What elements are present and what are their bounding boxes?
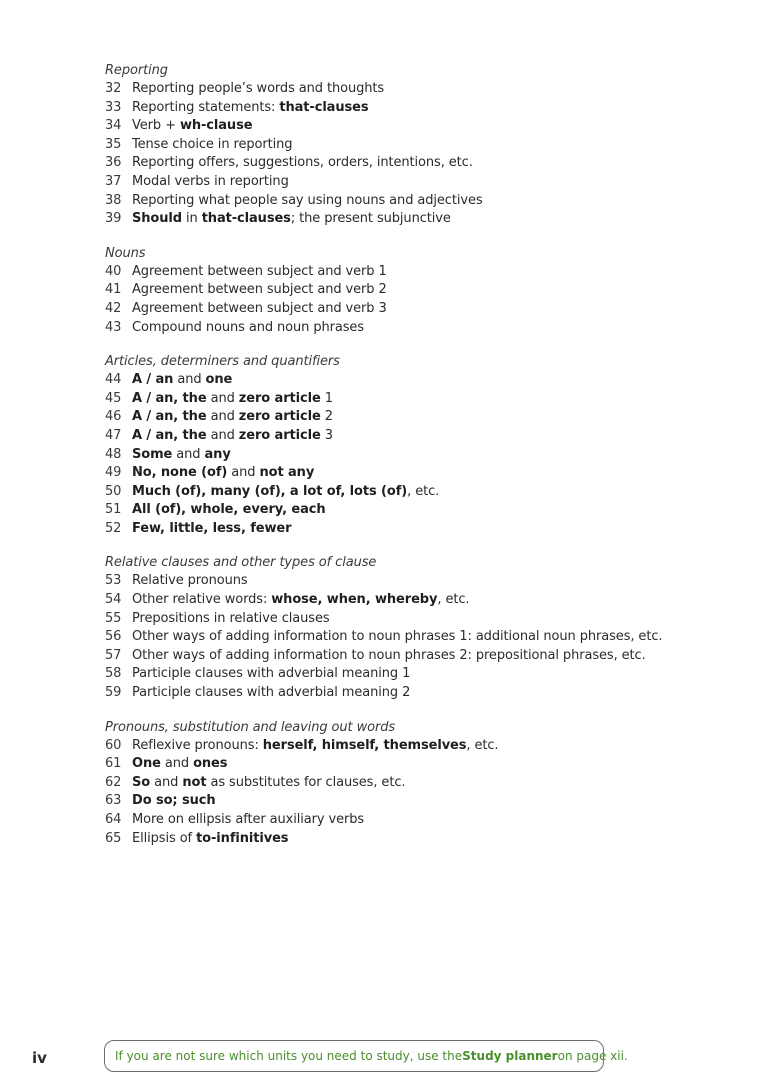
unit-number: 38 [105, 192, 122, 208]
unit-entry [105, 80, 725, 99]
unit-title-bold: A / an, the [132, 427, 207, 443]
unit-number: 48 [105, 446, 122, 462]
unit-title-bold: Some [132, 446, 173, 462]
unit-title-bold: Do so; such [132, 793, 216, 809]
unit-number: 41 [105, 282, 122, 298]
unit-title-text: Other ways of adding information to noun phrases 1: additional noun phrases, etc. [132, 629, 663, 645]
unit-title-text: and [160, 756, 194, 772]
unit-number: 58 [105, 666, 122, 682]
unit-entry [105, 263, 725, 282]
unit-entry [105, 154, 725, 173]
unit-number: 40 [105, 263, 122, 279]
unit-title-bold: that-clauses [279, 99, 369, 115]
contents-section [105, 719, 725, 849]
unit-title-bold: not any [259, 465, 315, 481]
unit-entry [105, 811, 725, 830]
unit-entry [105, 520, 725, 539]
unit-title-text: , etc. [437, 592, 470, 608]
unit-entry [105, 610, 725, 629]
contents-section [105, 62, 725, 229]
unit-title-bold: any [204, 446, 231, 462]
unit-number: 50 [105, 483, 122, 499]
unit-title-bold: not [182, 774, 207, 790]
contents-section [105, 245, 725, 337]
unit-title-text: and [150, 774, 183, 790]
unit-title-text: Relative pronouns [132, 573, 248, 589]
unit-number: 60 [105, 737, 122, 753]
unit-title-text: in [181, 211, 202, 227]
unit-entry [105, 647, 725, 666]
unit-title-bold: Few, little, less, fewer [132, 520, 292, 536]
unit-entry [105, 464, 725, 483]
unit-title-text: , etc. [407, 483, 440, 499]
unit-title-text: Other relative words: [132, 592, 272, 608]
unit-entry [105, 117, 725, 136]
unit-entry [105, 628, 725, 647]
unit-title-bold: ones [193, 756, 228, 772]
unit-entry [105, 99, 725, 118]
unit-title-bold: So [132, 774, 151, 790]
contents-section [105, 554, 725, 702]
unit-number: 32 [105, 81, 122, 96]
unit-title-bold: A / an [132, 372, 174, 388]
unit-number: 42 [105, 300, 122, 316]
unit-title-text: Reporting offers, suggestions, orders, intentions, etc. [132, 155, 473, 171]
unit-number: 51 [105, 502, 122, 518]
unit-title-bold: A / an, the [132, 409, 207, 425]
unit-title-bold: zero article [238, 409, 321, 425]
unit-title-text: and [227, 465, 260, 481]
unit-title-text: Other ways of adding information to noun phrases 2: prepositional phrases, etc. [132, 647, 646, 663]
unit-number: 33 [105, 99, 122, 115]
unit-title-bold: that-clauses [201, 211, 291, 227]
unit-entry [105, 830, 725, 849]
unit-title-text: Ellipsis of [132, 830, 197, 846]
contents-list [105, 62, 725, 864]
unit-entry [105, 390, 725, 409]
unit-number: 35 [105, 136, 122, 152]
unit-title-text: Agreement between subject and verb 2 [132, 282, 387, 298]
unit-title-bold: No, none (of) [132, 465, 228, 481]
unit-title-text: Reporting statements: [132, 99, 280, 115]
unit-title-text: Agreement between subject and verb 3 [132, 300, 387, 316]
unit-title-text: Participle clauses with adverbial meaning 2 [132, 685, 411, 701]
section-title: Pronouns, substitution and leaving out words [105, 719, 396, 735]
unit-title-text: Verb + [132, 118, 180, 134]
unit-title-bold: whose, when, whereby [271, 592, 438, 608]
unit-title-text: 3 [320, 427, 333, 443]
unit-title-bold: Much (of), many (of), a lot of, lots (of) [132, 483, 408, 499]
unit-number: 45 [105, 390, 122, 406]
unit-title-text: Reporting what people say using nouns and adjectives [132, 192, 483, 208]
unit-number: 55 [105, 610, 122, 626]
unit-title-bold: wh-clause [179, 118, 253, 134]
unit-title-text: Tense choice in reporting [132, 136, 293, 152]
unit-entry [105, 684, 725, 703]
unit-number: 52 [105, 520, 122, 536]
unit-title-bold: zero article [238, 427, 321, 443]
unit-number: 44 [105, 372, 122, 388]
unit-entry [105, 319, 725, 338]
unit-entry [105, 483, 725, 502]
unit-title-text: Modal verbs in reporting [132, 173, 289, 189]
unit-title-bold: to-infinitives [196, 830, 289, 846]
unit-title-text: , etc. [466, 737, 499, 753]
unit-entry [105, 792, 725, 811]
unit-title-text: and [206, 409, 239, 425]
unit-entry [105, 136, 725, 155]
unit-title-bold: one [205, 372, 233, 388]
unit-title-text: 2 [320, 409, 333, 425]
unit-title-text: Compound nouns and noun phrases [132, 319, 364, 335]
unit-number: 43 [105, 319, 122, 335]
unit-title-text: ; the present subjunctive [290, 211, 451, 227]
unit-entry [105, 300, 725, 319]
unit-title-text: as substitutes for clauses, etc. [206, 774, 406, 790]
unit-entry [105, 591, 725, 610]
unit-title-bold: zero article [238, 390, 321, 406]
unit-title-text: Participle clauses with adverbial meaning 1 [132, 666, 411, 682]
unit-number: 54 [105, 592, 122, 608]
note-text-end: on page xii. [557, 1049, 628, 1063]
note-text-start: If you are not sure which units you need to study, use the [115, 1049, 463, 1063]
unit-number: 34 [105, 118, 122, 134]
unit-title-text: and [172, 446, 205, 462]
unit-title-bold: A / an, the [132, 390, 207, 406]
unit-number: 53 [105, 573, 122, 589]
unit-number: 59 [105, 685, 122, 701]
unit-title-text: Agreement between subject and verb 1 [132, 263, 387, 279]
unit-entry [105, 755, 725, 774]
unit-number: 57 [105, 647, 122, 663]
unit-number: 49 [105, 465, 122, 481]
study-planner-note [104, 1040, 628, 1072]
unit-number: 37 [105, 173, 122, 189]
unit-entry [105, 501, 725, 520]
unit-number: 36 [105, 155, 122, 171]
unit-entry [105, 408, 725, 427]
section-title: Reporting [105, 63, 168, 78]
unit-entry [105, 427, 725, 446]
unit-title-text: and [206, 390, 239, 406]
unit-number: 47 [105, 427, 122, 443]
section-title: Relative clauses and other types of clause [105, 555, 377, 571]
study-planner-link-text: Study planner [462, 1049, 558, 1063]
unit-title-bold: Should [132, 211, 182, 227]
unit-number: 64 [105, 812, 122, 827]
unit-title-bold: One [132, 756, 161, 772]
unit-title-bold: All (of), whole, every, each [132, 502, 326, 518]
unit-title-text: Reflexive pronouns: [132, 737, 263, 753]
unit-number: 63 [105, 793, 122, 809]
unit-title-text: More on ellipsis after auxiliary verbs [132, 812, 365, 827]
unit-number: 65 [105, 830, 122, 846]
unit-entry [105, 774, 725, 793]
page-number: iv [32, 1049, 47, 1067]
unit-entry [105, 572, 725, 591]
unit-entry [105, 210, 725, 229]
unit-title-text: Reporting people’s words and thoughts [132, 81, 385, 96]
unit-title-text: and [206, 427, 239, 443]
unit-number: 39 [105, 211, 122, 227]
unit-entry [105, 665, 725, 684]
unit-number: 46 [105, 409, 122, 425]
unit-entry [105, 446, 725, 465]
unit-title-text: and [173, 372, 206, 388]
unit-title-text: 1 [320, 390, 333, 406]
unit-number: 62 [105, 774, 122, 790]
section-title: Articles, determiners and quantifiers [105, 354, 340, 370]
unit-entry [105, 281, 725, 300]
unit-title-bold: herself, himself, themselves [262, 737, 467, 753]
section-title: Nouns [105, 245, 146, 261]
unit-title-text: Prepositions in relative clauses [132, 610, 330, 626]
contents-section [105, 353, 725, 538]
unit-entry [105, 192, 725, 211]
unit-entry [105, 173, 725, 192]
unit-number: 61 [105, 756, 122, 772]
unit-entry [105, 371, 725, 390]
unit-entry [105, 737, 725, 756]
unit-number: 56 [105, 629, 122, 645]
